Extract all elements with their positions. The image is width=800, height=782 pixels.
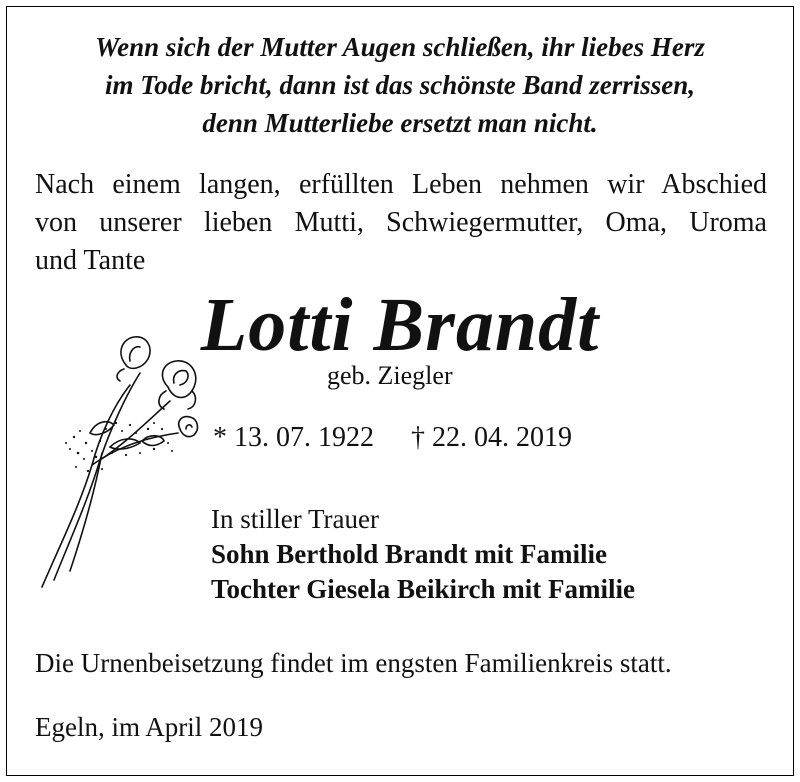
life-dates [213, 420, 572, 456]
mourners-block [211, 502, 635, 607]
burial-notice: Die Urnenbeisetzung findet im engsten Familienkreis statt. [35, 648, 672, 678]
place-and-date: Egeln, im April 2019 [35, 712, 263, 742]
birth-date: * 13. 07. 1922 [213, 422, 374, 453]
mourning-heading: In stiller Trauer [211, 504, 379, 534]
farewell-line: Nach einem langen, erfüllten Leben nehmen wir Abschied [35, 169, 767, 200]
mourner-entry: Tochter Giesela Beikirch mit Familie [211, 574, 635, 604]
maiden-name: geb. Ziegler [327, 361, 453, 390]
poem-line: im Tode bricht, dann ist das schönste Band zerrissen, [104, 70, 696, 100]
mourner-entry: Sohn Berthold Brandt mit Familie [211, 539, 608, 569]
poem-line: Wenn sich der Mutter Augen schließen, ihr liebes Herz [95, 32, 705, 62]
rose-illustration-icon [30, 325, 220, 595]
poem-line: denn Mutterliebe ersetzt man nicht. [202, 108, 598, 138]
death-date: † 22. 04. 2019 [411, 422, 572, 453]
deceased-name: Lotti Brandt [200, 283, 600, 367]
farewell-line: und Tante [35, 245, 146, 276]
poem-verse [0, 28, 800, 142]
farewell-text [35, 166, 767, 280]
farewell-line: von unserer lieben Mutti, Schwiegermutter, Oma, Uroma [35, 207, 767, 238]
